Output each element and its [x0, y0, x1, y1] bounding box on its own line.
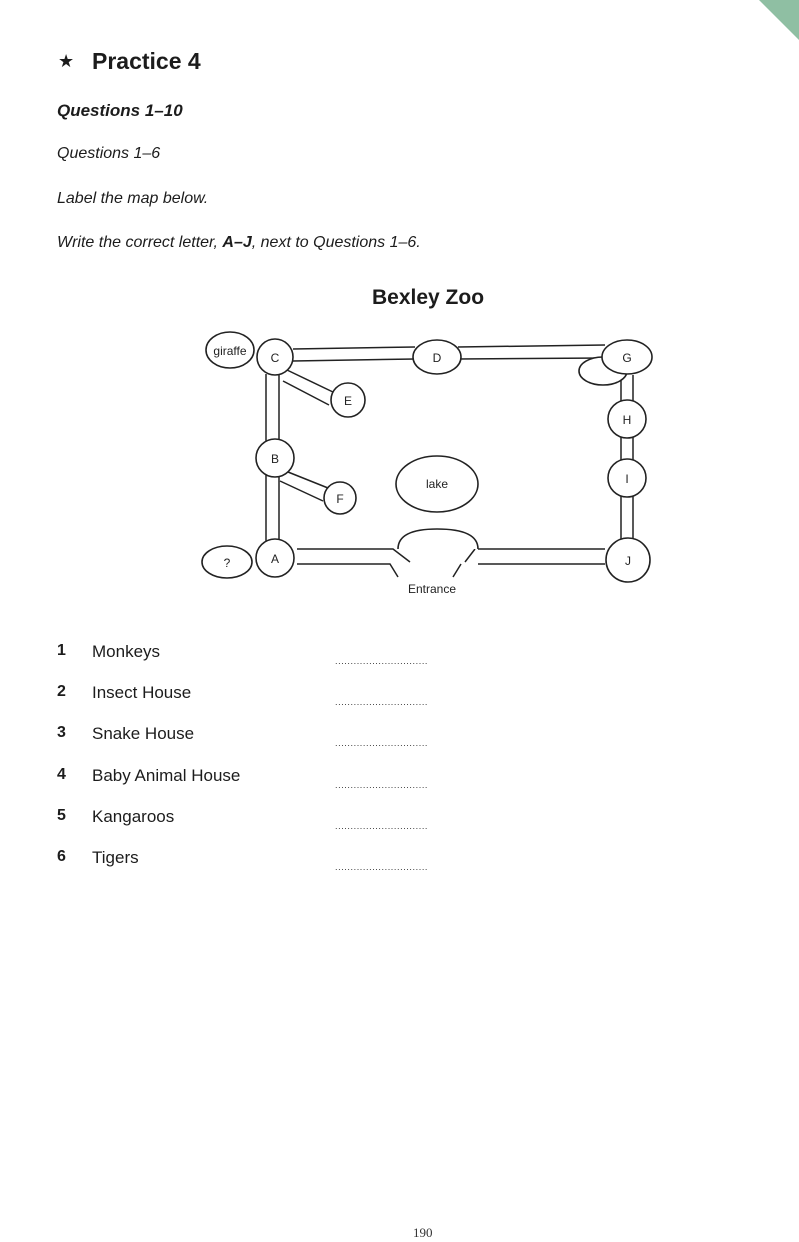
label-entrance: Entrance — [407, 582, 457, 596]
answer-blank[interactable]: .............................. — [335, 738, 429, 748]
question-label: Snake House — [92, 724, 195, 743]
question-number: 1 — [57, 642, 66, 659]
answer-blank[interactable]: .............................. — [335, 697, 429, 707]
question-label: Monkeys — [92, 642, 161, 661]
answer-blank[interactable]: .............................. — [335, 656, 429, 666]
label-a: A — [270, 552, 280, 566]
path-branch-f — [280, 470, 328, 501]
label-lake: lake — [425, 477, 449, 491]
label-giraffe: giraffe — [213, 344, 247, 358]
question-label: Kangaroos — [92, 807, 175, 826]
label-d: D — [432, 351, 442, 365]
question-row — [57, 642, 457, 666]
zoo-map — [195, 325, 665, 605]
question-label: Tigers — [92, 848, 139, 867]
question-label: Baby Animal House — [92, 766, 241, 785]
instruction-pre: Write the correct letter, — [57, 234, 223, 251]
page-title: Practice 4 — [92, 48, 201, 74]
questions-subrange: Questions 1–6 — [57, 145, 161, 162]
question-label: Insect House — [92, 683, 192, 702]
label-c: C — [270, 351, 280, 365]
corner-decoration — [729, 0, 799, 40]
question-number: 3 — [57, 724, 66, 741]
question-number: 6 — [57, 848, 66, 865]
practice-heading — [58, 48, 201, 75]
question-row — [57, 683, 457, 707]
answer-blank[interactable]: .............................. — [335, 780, 429, 790]
entrance-building — [398, 529, 478, 549]
label-i: I — [625, 472, 629, 486]
instruction-post: , next to Questions 1–6. — [251, 234, 421, 251]
question-number: 5 — [57, 807, 66, 824]
map-title: Bexley Zoo — [372, 286, 485, 309]
question-row — [57, 848, 457, 872]
star-icon: ★ — [58, 51, 75, 71]
instruction-label-map: Label the map below. — [57, 190, 209, 207]
path-branch-e — [283, 370, 335, 405]
answer-blank[interactable]: .............................. — [335, 821, 429, 831]
label-f: F — [336, 492, 344, 506]
question-row — [57, 766, 457, 790]
questions-range: Questions 1–10 — [57, 101, 183, 120]
path-bottom — [297, 549, 605, 577]
label-e: E — [343, 394, 353, 408]
instruction-write-letter — [57, 234, 421, 252]
question-row — [57, 807, 457, 831]
label-b: B — [270, 452, 280, 466]
label-j: J — [625, 554, 631, 568]
question-row — [57, 724, 457, 748]
question-number: 2 — [57, 683, 66, 700]
question-number: 4 — [57, 766, 66, 783]
label-unknown: ? — [223, 556, 231, 570]
label-h: H — [622, 413, 632, 427]
page-number: 190 — [413, 1225, 433, 1240]
answer-blank[interactable]: .............................. — [335, 862, 429, 872]
instruction-letters: A–J — [222, 234, 252, 251]
label-g: G — [622, 351, 632, 365]
